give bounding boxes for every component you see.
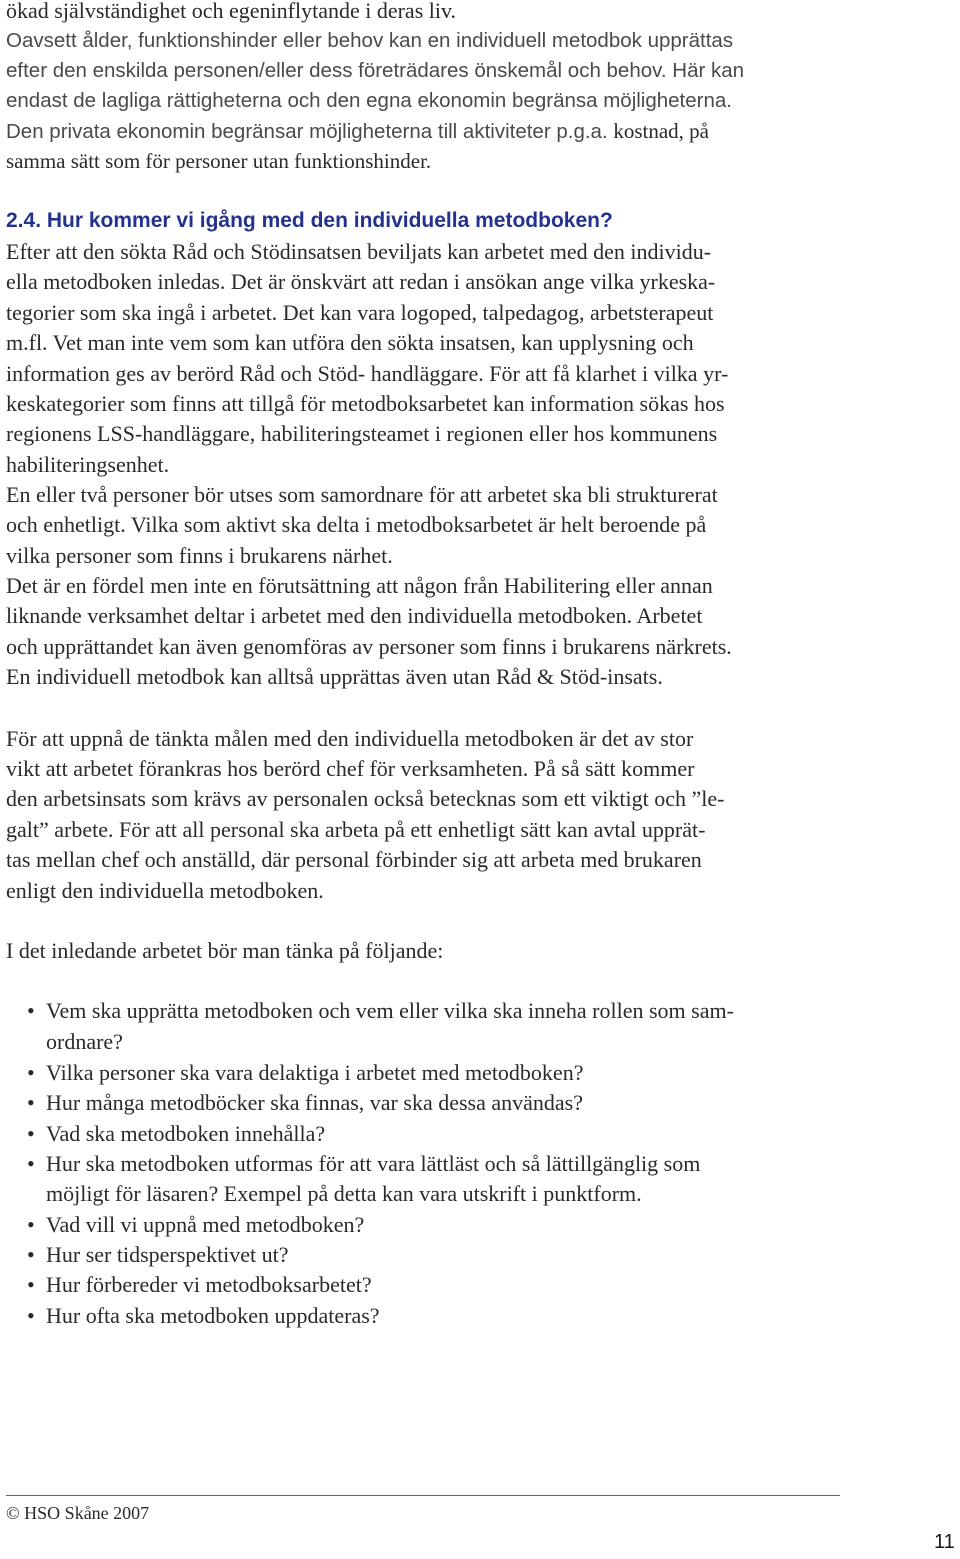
intro-line: endast de lagliga rättigheterna och den egna ekonomin begränsa möjligheterna.: [6, 89, 732, 112]
list-item-text: möjligt för läsaren? Exempel på detta kan vara utskrift i punktform.: [46, 1181, 642, 1206]
page-number: 11: [934, 1531, 955, 1553]
list-item-text: Hur ser tidsperspektivet ut?: [46, 1242, 289, 1267]
footer-copyright: © HSO Skåne 2007: [6, 1503, 150, 1523]
section-line: och enhetligt. Vilka som aktivt ska delta i metodboksarbetet är helt beroende på: [6, 512, 707, 537]
list-item-text: Hur ska metodboken utformas för att vara lättläst och så lättillgänglig som: [46, 1151, 701, 1176]
paragraph-line: För att uppnå de tänkta målen med den individuella metodboken är det av stor: [6, 726, 694, 751]
paragraph-line: tas mellan chef och anställd, där personal förbinder sig att arbeta med brukaren: [6, 847, 702, 872]
bullet-marker: •: [27, 1090, 35, 1115]
section-line: m.fl. Vet man inte vem som kan utföra den sökta insatsen, kan upplysning och: [6, 330, 694, 355]
section-line: tegorier som ska ingå i arbetet. Det kan vara logoped, talpedagog, arbetsterapeut: [6, 300, 714, 325]
section-line: ella metodboken inledas. Det är önskvärt att redan i ansökan ange vilka yrkeska-: [6, 269, 716, 294]
bullet-marker: •: [27, 1151, 35, 1176]
section-line: habiliteringsenhet.: [6, 452, 170, 477]
section-heading: 2.4. Hur kommer vi igång med den individuella metodboken?: [6, 209, 613, 232]
footer-rule: [6, 1495, 840, 1496]
intro-line: efter den enskilda personen/eller dess företrädares önskemål och behov. Här kan: [6, 59, 745, 82]
bullet-marker: •: [27, 1303, 35, 1328]
bullet-marker: •: [27, 998, 35, 1023]
section-line: information ges av berörd Råd och Stöd- handläggare. För att få klarhet i vilka yr-: [6, 361, 729, 386]
section-line: regionens LSS-handläggare, habiliteringsteamet i regionen eller hos kommunens: [6, 421, 718, 446]
list-item-text: Hur ofta ska metodboken uppdateras?: [46, 1303, 380, 1328]
list-item-text: Hur många metodböcker ska finnas, var ska dessa användas?: [46, 1090, 583, 1115]
bullet-marker: •: [27, 1121, 35, 1146]
section-line: och upprättandet kan även genomföras av personer som finns i brukarens närkrets.: [6, 634, 732, 659]
list-intro: I det inledande arbetet bör man tänka på följande:: [6, 938, 444, 963]
list-item-text: Hur förbereder vi metodboksarbetet?: [46, 1272, 372, 1297]
intro-line-text: Den privata ekonomin begränsar möjligheterna till aktiviteter p.g.a.: [6, 120, 608, 143]
list-item-text: Vad ska metodboken innehålla?: [46, 1121, 326, 1146]
paragraph-line: galt” arbete. För att all personal ska arbeta på ett enhetligt sätt kan avtal upprät-: [6, 817, 706, 842]
section-line: liknande verksamhet deltar i arbetet med den individuella metodboken. Arbetet: [6, 603, 703, 628]
section-line: Det är en fördel men inte en förutsättning att någon från Habilitering eller annan: [6, 573, 713, 598]
list-item-text: Vilka personer ska vara delaktiga i arbetet med metodboken?: [46, 1060, 584, 1085]
paragraph-line: enligt den individuella metodboken.: [6, 878, 324, 903]
section-line: En individuell metodbok kan alltså upprättas även utan Råd & Stöd-insats.: [6, 664, 663, 689]
intro-line-tail: kostnad, på: [613, 119, 710, 143]
paragraph-line: den arbetsinsats som krävs av personalen också betecknas som ett viktigt och ”le-: [6, 786, 725, 811]
intro-line: ökad självständighet och egeninflytande i deras liv.: [6, 0, 457, 23]
section-line: keskategorier som finns att tillgå för metodboksarbetet kan information sökas hos: [6, 391, 725, 416]
intro-line: Oavsett ålder, funktionshinder eller behov kan en individuell metodbok upprättas: [6, 29, 734, 52]
intro-line: samma sätt som för personer utan funktionshinder.: [6, 149, 432, 173]
list-item-text: ordnare?: [46, 1029, 123, 1054]
section-line: En eller två personer bör utses som samordnare för att arbetet ska bli strukturerat: [6, 482, 718, 507]
intro-line: [6, 116, 709, 146]
bullet-marker: •: [27, 1212, 35, 1237]
bullet-marker: •: [27, 1060, 35, 1085]
section-line: Efter att den sökta Råd och Stödinsatsen beviljats kan arbetet med den individu-: [6, 239, 712, 264]
list-item-text: Vad vill vi uppnå med metodboken?: [46, 1212, 365, 1237]
section-line: vilka personer som finns i brukarens närhet.: [6, 543, 393, 568]
bullet-marker: •: [27, 1272, 35, 1297]
paragraph-line: vikt att arbetet förankras hos berörd chef för verksamheten. På så sätt kommer: [6, 756, 695, 781]
bullet-marker: •: [27, 1242, 35, 1267]
list-item-text: Vem ska upprätta metodboken och vem eller vilka ska inneha rollen som sam-: [46, 998, 734, 1023]
